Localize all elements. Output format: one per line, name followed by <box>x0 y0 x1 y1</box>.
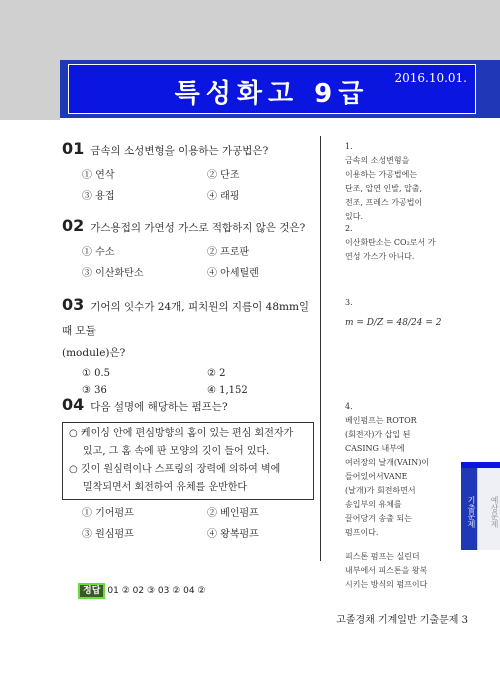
description-box <box>62 422 314 500</box>
exam-type-label: 특성화고졸경채 <box>440 165 488 173</box>
exp-line: 이산화탄소는 CO₂로서 가 <box>345 238 436 247</box>
question-01 <box>62 138 312 202</box>
exp-line: 이용하는 가공법에는 <box>345 170 418 179</box>
exp-line: 들어있어서VANE <box>345 472 408 481</box>
option-1: ① 기어펌프 <box>82 508 134 519</box>
explanation-2 <box>345 222 455 264</box>
header-title-box <box>68 64 476 114</box>
box-line: 있고, 그 홈 속에 판 모양의 깃이 들어 있다. <box>83 446 270 457</box>
option-2: ② 베인펌프 <box>207 508 259 519</box>
left-gray-band <box>0 60 60 120</box>
question-text: 기어의 잇수가 24개, 피치원의 지름이 48mm일 때 모듈 <box>62 301 310 337</box>
formula: m = D/Z = 48/24 = 2 <box>345 318 442 328</box>
box-line: ○ 케이싱 안에 편심방향의 홈이 있는 편심 회전자가 <box>69 428 294 439</box>
exp-line: 1. <box>345 142 353 151</box>
option-3: ③ 용접 <box>82 191 115 202</box>
answer-text: 01 ② 02 ③ 03 ② 04 ② <box>107 586 206 596</box>
box-line: 밀착되면서 회전하여 유체를 운반한다 <box>83 482 248 493</box>
exp-line: 전조, 프레스 가공법이 <box>345 198 423 207</box>
box-line: ○ 깃이 원심력이나 스프링의 장력에 의하여 벽에 <box>69 464 281 475</box>
exp-line: CASING 내부에 <box>345 444 405 453</box>
exp-line: 2. <box>345 224 353 233</box>
exp-line: 피스톤 펌프는 실린더 <box>345 552 420 561</box>
options <box>62 504 312 540</box>
page-footer: 고졸경채 기계일반 기출문제 3 <box>336 615 468 626</box>
question-number: 01 <box>62 139 85 158</box>
page-title: 특성화고 9급 <box>174 79 370 109</box>
exp-line: 시키는 방식의 펌프이다 <box>345 580 428 589</box>
exp-line: 여러장의 날개(VAIN)이 <box>345 458 430 467</box>
explanation-3 <box>345 296 455 330</box>
question-number: 02 <box>62 216 85 235</box>
question-text: 금속의 소성변형을 이용하는 가공법은? <box>90 145 269 157</box>
exp-line: 단조, 압연 인발, 압출, <box>345 184 423 193</box>
exp-line: (회전자)가 삽입 된 <box>345 430 411 439</box>
question-number: 03 <box>62 295 85 314</box>
exp-line: 있다. <box>345 212 363 221</box>
answer-key <box>80 583 206 596</box>
exp-line: 금속의 소성변형을 <box>345 156 410 165</box>
exp-line: 베인펌프는 ROTOR <box>345 416 417 425</box>
question-text-cont: (module)은? <box>62 347 126 359</box>
explanation-4 <box>345 400 455 592</box>
options <box>62 166 312 202</box>
answer-tag: 정답 <box>80 585 103 597</box>
question-04 <box>62 394 312 540</box>
top-gray-band <box>0 0 500 60</box>
subject-label: 기계일반 <box>128 165 156 173</box>
question-02 <box>62 215 312 279</box>
question-text: 다음 설명에 해당하는 펌프는? <box>90 401 228 413</box>
side-tab-active[interactable]: 기출문제 <box>461 468 477 550</box>
option-2: ② 2 <box>207 368 226 379</box>
option-4: ④ 1,152 <box>207 385 248 396</box>
exp-line: (날개)가 회전하면서 <box>345 486 416 495</box>
exp-line: 연성 가스가 아니다. <box>345 252 415 261</box>
option-4: ④ 아세틸렌 <box>207 268 259 279</box>
option-1: ① 0.5 <box>82 368 111 379</box>
spacer <box>345 540 455 550</box>
options <box>62 243 312 279</box>
option-1: ① 연삭 <box>82 170 115 181</box>
exp-line: 3. <box>345 298 353 307</box>
exp-line: 내부에서 피스톤을 왕복 <box>345 566 428 575</box>
option-3: ③ 원심펌프 <box>82 529 134 540</box>
exp-line: 펌프이다. <box>345 528 379 537</box>
option-2: ② 프로판 <box>207 247 250 258</box>
exam-date: 2016.10.01. <box>394 71 467 85</box>
option-1: ① 수소 <box>82 247 115 258</box>
question-number: 04 <box>62 395 85 414</box>
question-03 <box>62 294 312 396</box>
exp-line: 끌어당겨 송출 되는 <box>345 514 412 523</box>
question-text: 가스용접의 가연성 가스로 적합하지 않은 것은? <box>90 222 306 234</box>
column-divider <box>320 136 321 561</box>
option-3: ③ 36 <box>82 385 107 396</box>
option-2: ② 단조 <box>207 170 240 181</box>
option-4: ④ 래핑 <box>207 191 240 202</box>
exp-line: 송입부의 유체를 <box>345 500 402 509</box>
side-tab-inactive[interactable]: 예상문제 <box>477 468 500 550</box>
options <box>62 368 312 396</box>
option-3: ③ 이산화탄소 <box>82 268 144 279</box>
exp-line: 4. <box>345 402 353 411</box>
explanation-1 <box>345 140 455 224</box>
option-4: ④ 왕복펌프 <box>207 529 259 540</box>
